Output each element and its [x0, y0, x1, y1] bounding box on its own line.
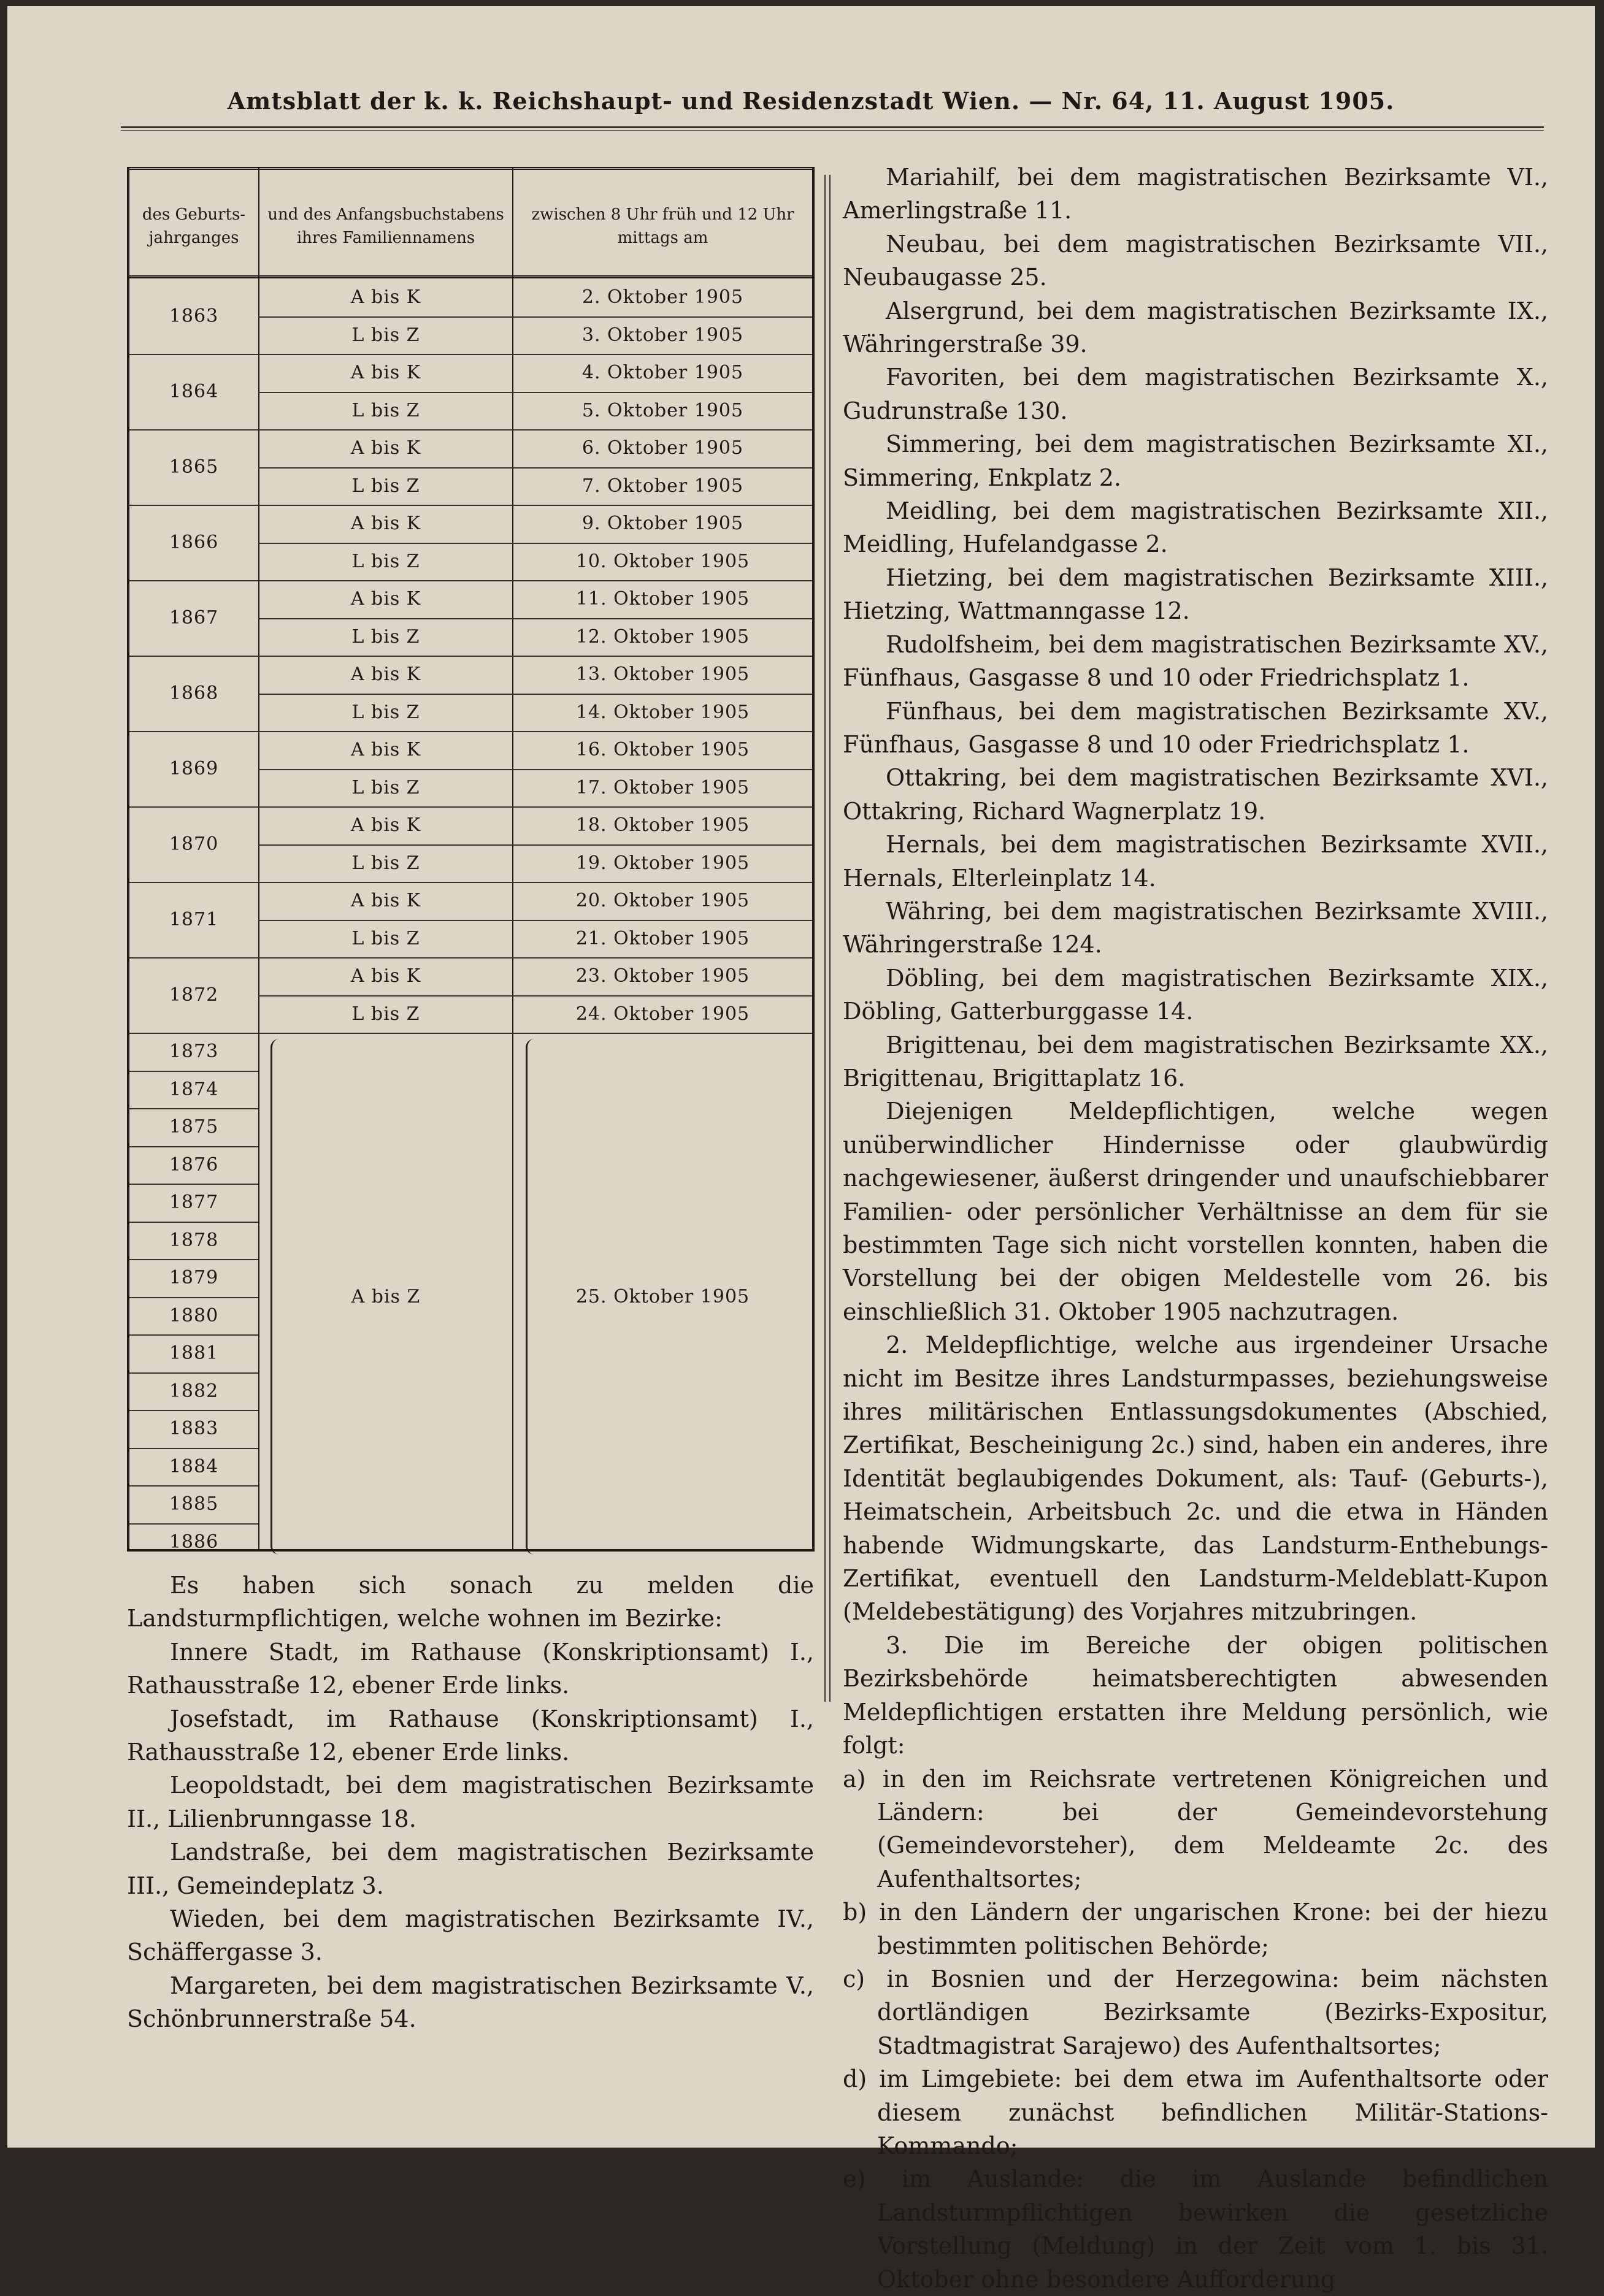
letter-range-cell: L bis Z: [351, 1003, 420, 1025]
table-row-line: [129, 1334, 258, 1336]
paragraph: Hernals, bei dem magistratischen Bezirksamte XVII., Hernals, Elterleinplatz 14.: [843, 831, 1548, 892]
table-row-line: [129, 1184, 258, 1185]
paragraph: Alsergrund, bei dem magistratischen Bezirksamte IX., Währingerstraße 39.: [843, 297, 1548, 358]
year-cell: 1864: [169, 381, 219, 402]
paragraph: Rudolfsheim, bei dem magistratischen Bezirksamte XV., Fünfhaus, Gasgasse 8 und 10 oder Friedrichsplatz 1.: [843, 630, 1548, 692]
header-letters: und des Anfangsbuchstabens ihres Familiennamens: [267, 205, 504, 247]
paragraph: Es haben sich sonach zu melden die Landsturmpflichtigen, welche wohnen im Bezirke:: [127, 1572, 814, 1632]
paragraph: Landstraße, bei dem magistratischen Bezirksamte III., Gemeindeplatz 3.: [127, 1839, 814, 1899]
paragraph: Leopoldstadt, bei dem magistratischen Bezirksamte II., Lilienbrunngasse 18.: [127, 1772, 814, 1832]
letter-range-cell: L bis Z: [351, 776, 420, 798]
date-cell: 19. Oktober 1905: [575, 852, 750, 874]
letter-range-cell: L bis Z: [351, 852, 420, 874]
year-cell: 1883: [169, 1418, 219, 1440]
header-rule: [121, 126, 1544, 128]
paragraph: Ottakring, bei dem magistratischen Bezirksamte XVI., Ottakring, Richard Wagnerplatz 19.: [843, 764, 1548, 825]
letter-range-cell: A bis K: [350, 739, 421, 761]
year-cell: 1866: [169, 532, 219, 553]
letter-range-cell: L bis Z: [351, 550, 420, 572]
letter-range-cell: L bis Z: [351, 701, 420, 723]
letter-range-cell: A bis K: [350, 513, 421, 535]
paragraph: Hietzing, bei dem magistratischen Bezirksamte XIII., Hietzing, Wattmanngasse 12.: [843, 564, 1548, 625]
paragraph: Diejenigen Meldepflichtigen, welche wegen unüberwindlicher Hindernisse oder glaubwürdig nachgewiesener, äußerst dringender und unaufschiebbarer Familien- oder persönlicher Verhältnisse an dem für sie bestimmten Tage sich nicht vorstellen konnten, haben die Vorstellung bei der obigen Meldestelle vom 26. bis einschließlich 31. Oktober 1905 nachzutragen.: [843, 1098, 1548, 1325]
date-cell: 13. Oktober 1905: [575, 664, 750, 686]
table-row-line: [129, 1108, 258, 1109]
page-header: Amtsblatt der k. k. Reichshaupt- und Residenzstadt Wien. — Nr. 64, 11. August 1905.: [227, 87, 1395, 115]
table-row-line: [259, 618, 812, 619]
date-cell: 20. Oktober 1905: [575, 890, 750, 912]
header-year: des Geburts-jahrganges: [142, 205, 246, 247]
table-row-line: [259, 920, 812, 921]
letter-range-cell: A bis K: [350, 814, 421, 836]
table-row-line: [129, 1448, 258, 1449]
table-row-line: [129, 1485, 258, 1487]
paragraph: Währing, bei dem magistratischen Bezirksamte XVIII., Währingerstraße 124.: [843, 897, 1548, 959]
date-cell: 5. Oktober 1905: [581, 399, 744, 421]
table-row-line: [129, 1259, 258, 1260]
header-time: zwischen 8 Uhr früh und 12 Uhr mittags am: [531, 205, 794, 247]
table-row-line: [129, 1523, 258, 1525]
year-cell: 1879: [169, 1267, 219, 1289]
paragraph: Innere Stadt, im Rathause (Konskriptionsamt) I., Rathausstraße 12, ebener Erde links.: [127, 1638, 814, 1699]
letter-range-cell: A bis K: [350, 664, 421, 686]
brace-bracket: [526, 1039, 539, 1555]
paragraph: Mariahilf, bei dem magistratischen Bezirksamte VI., Amerlingstraße 11.: [843, 164, 1548, 224]
year-cell: 1878: [169, 1229, 219, 1251]
date-cell: 12. Oktober 1905: [575, 626, 750, 648]
date-cell: 23. Oktober 1905: [575, 965, 750, 987]
year-cell: 1880: [169, 1304, 219, 1326]
year-cell: 1877: [169, 1192, 219, 1214]
letter-range-cell: A bis K: [350, 965, 421, 987]
date-cell: 24. Oktober 1905: [575, 1003, 750, 1025]
header-rule-thin: [121, 130, 1544, 131]
paragraph: Wieden, bei dem magistratischen Bezirksamte IV., Schäffergasse 3.: [127, 1905, 814, 1966]
table-row-line: [129, 1071, 258, 1072]
date-cell: 25. Oktober 1905: [575, 1286, 750, 1307]
date-cell: 2. Oktober 1905: [581, 286, 744, 308]
list-item: b) in den Ländern der ungarischen Krone: bei der hiezu bestimmten politischen Behörde;: [843, 1899, 1548, 1959]
year-cell: 1881: [169, 1342, 219, 1364]
date-cell: 6. Oktober 1905: [581, 437, 744, 459]
year-cell: 1871: [169, 909, 219, 930]
table-row-line: [129, 1410, 258, 1411]
date-cell: 21. Oktober 1905: [575, 927, 750, 949]
date-cell: 18. Oktober 1905: [575, 814, 750, 836]
paragraph: Favoriten, bei dem magistratischen Bezirksamte X., Gudrunstraße 130.: [843, 364, 1548, 424]
year-cell: 1886: [169, 1531, 219, 1553]
letter-range-cell: A bis K: [350, 286, 421, 308]
column-divider: [824, 175, 831, 1702]
paragraph: Brigittenau, bei dem magistratischen Bezirksamte XX., Brigittenau, Brigittaplatz 16.: [843, 1031, 1548, 1092]
paragraph: 3. Die im Bereiche der obigen politischen Bezirksbehörde heimatsberechtigten abwesenden Meldepflichtigen erstatten ihre Meldung persönlich, wie folgt:: [843, 1631, 1548, 1759]
letter-range-cell: L bis Z: [351, 927, 420, 949]
year-cell: 1869: [169, 758, 219, 779]
letter-range-cell: A bis K: [350, 890, 421, 912]
year-cell: 1882: [169, 1380, 219, 1402]
right-column: [843, 161, 1548, 2296]
date-cell: 16. Oktober 1905: [575, 739, 750, 761]
newspaper-page: [7, 6, 1595, 2293]
table-row-line: [129, 1297, 258, 1298]
letter-range-cell: A bis Z: [351, 1286, 421, 1307]
letter-range-cell: L bis Z: [351, 399, 420, 421]
date-cell: 14. Oktober 1905: [575, 701, 750, 723]
table-row-line: [259, 392, 812, 393]
list-item: d) im Limgebiete: bei dem etwa im Aufenthaltsorte oder diesem zunächst befindlichen Militär-Stations-Kommando;: [843, 2065, 1548, 2159]
left-column: [127, 1569, 814, 2036]
table-row-line: [129, 1146, 258, 1147]
date-cell: 17. Oktober 1905: [575, 776, 750, 798]
letter-range-cell: L bis Z: [351, 626, 420, 648]
table-row-line: [259, 316, 812, 318]
table-row-line: [259, 543, 812, 544]
year-cell: 1876: [169, 1154, 219, 1176]
paragraph: Margareten, bei dem magistratischen Bezirksamte V., Schönbrunnerstraße 54.: [127, 1972, 814, 2033]
date-cell: 10. Oktober 1905: [575, 550, 750, 572]
list-item: e) im Auslande: die im Auslande befindlichen Landsturmpflichtigen bewirken die gesetzliche Vorstellung (Meldung) in der Zeit vom 1. bis 31. Oktober ohne besondere Aufforderung: [843, 2165, 1548, 2293]
date-cell: 7. Oktober 1905: [581, 475, 744, 497]
letter-range-cell: L bis Z: [351, 324, 420, 346]
date-cell: 11. Oktober 1905: [575, 588, 750, 610]
year-cell: 1867: [169, 607, 219, 629]
year-cell: 1865: [169, 456, 219, 478]
date-cell: 9. Oktober 1905: [581, 513, 744, 535]
year-cell: 1873: [169, 1041, 219, 1063]
table-row-line: [129, 1372, 258, 1374]
year-cell: 1863: [169, 305, 219, 327]
paragraph: Meidling, bei dem magistratischen Bezirksamte XII., Meidling, Hufelandgasse 2.: [843, 497, 1548, 558]
table-row-line: [129, 1222, 258, 1223]
registration-table: [127, 167, 815, 1552]
year-cell: 1875: [169, 1116, 219, 1138]
date-cell: 3. Oktober 1905: [581, 324, 744, 346]
year-cell: 1874: [169, 1078, 219, 1100]
year-cell: 1868: [169, 683, 219, 704]
paragraph: Döbling, bei dem magistratischen Bezirksamte XIX., Döbling, Gatterburggasse 14.: [843, 964, 1548, 1025]
list-item: a) in den im Reichsrate vertretenen Königreichen und Ländern: bei der Gemeindevorstehung (Gemeindevorsteher), dem Meldeamte 2c. des Aufenthaltsortes;: [843, 1765, 1548, 1892]
letter-range-cell: A bis K: [350, 362, 421, 384]
paragraph: Josefstadt, im Rathause (Konskriptionsamt) I., Rathausstraße 12, ebener Erde links.: [127, 1705, 814, 1766]
list-item: c) in Bosnien und der Herzegowina: beim nächsten dortländigen Bezirksamte (Bezirks-Expositur, Stadtmagistrat Sarajewo) des Aufenthaltsortes;: [843, 1965, 1548, 2059]
year-cell: 1885: [169, 1493, 219, 1515]
brace-bracket: [271, 1039, 283, 1555]
year-cell: 1884: [169, 1455, 219, 1477]
year-cell: 1870: [169, 833, 219, 855]
letter-range-cell: A bis K: [350, 437, 421, 459]
table-row-line: [259, 694, 812, 695]
paragraph: Fünfhaus, bei dem magistratischen Bezirksamte XV., Fünfhaus, Gasgasse 8 und 10 oder Friedrichsplatz 1.: [843, 697, 1548, 758]
letter-range-cell: A bis K: [350, 588, 421, 610]
table-row-line: [259, 844, 812, 846]
date-cell: 4. Oktober 1905: [581, 362, 744, 384]
year-cell: 1872: [169, 984, 219, 1006]
paragraph: Neubau, bei dem magistratischen Bezirksamte VII., Neubaugasse 25.: [843, 230, 1548, 291]
table-row-line: [259, 995, 812, 997]
letter-range-cell: L bis Z: [351, 475, 420, 497]
paragraph: 2. Meldepflichtige, welche aus irgendeiner Ursache nicht im Besitze ihres Landsturmpasses, beziehungsweise ihres militärischen Entlassungsdokumentes (Abschied, Zertifikat, Bescheinigung 2c.) sind, haben ein anderes, ihre Identität beglaubigendes Dokument, als: Tauf- (Geburts-), Heimatschein, Arbeitsbuch 2c. und die etwa in Händen habende Widmungskarte, das Landsturm-Enthebungs-Zertifikat, eventuell den Landsturm-Meldeblatt-Kupon (Meldebestätigung) des Vorjahres mitzubringen.: [843, 1331, 1548, 1626]
table-row-line: [259, 769, 812, 770]
paragraph: Simmering, bei dem magistratischen Bezirksamte XI., Simmering, Enkplatz 2.: [843, 431, 1548, 491]
table-row-line: [259, 467, 812, 469]
